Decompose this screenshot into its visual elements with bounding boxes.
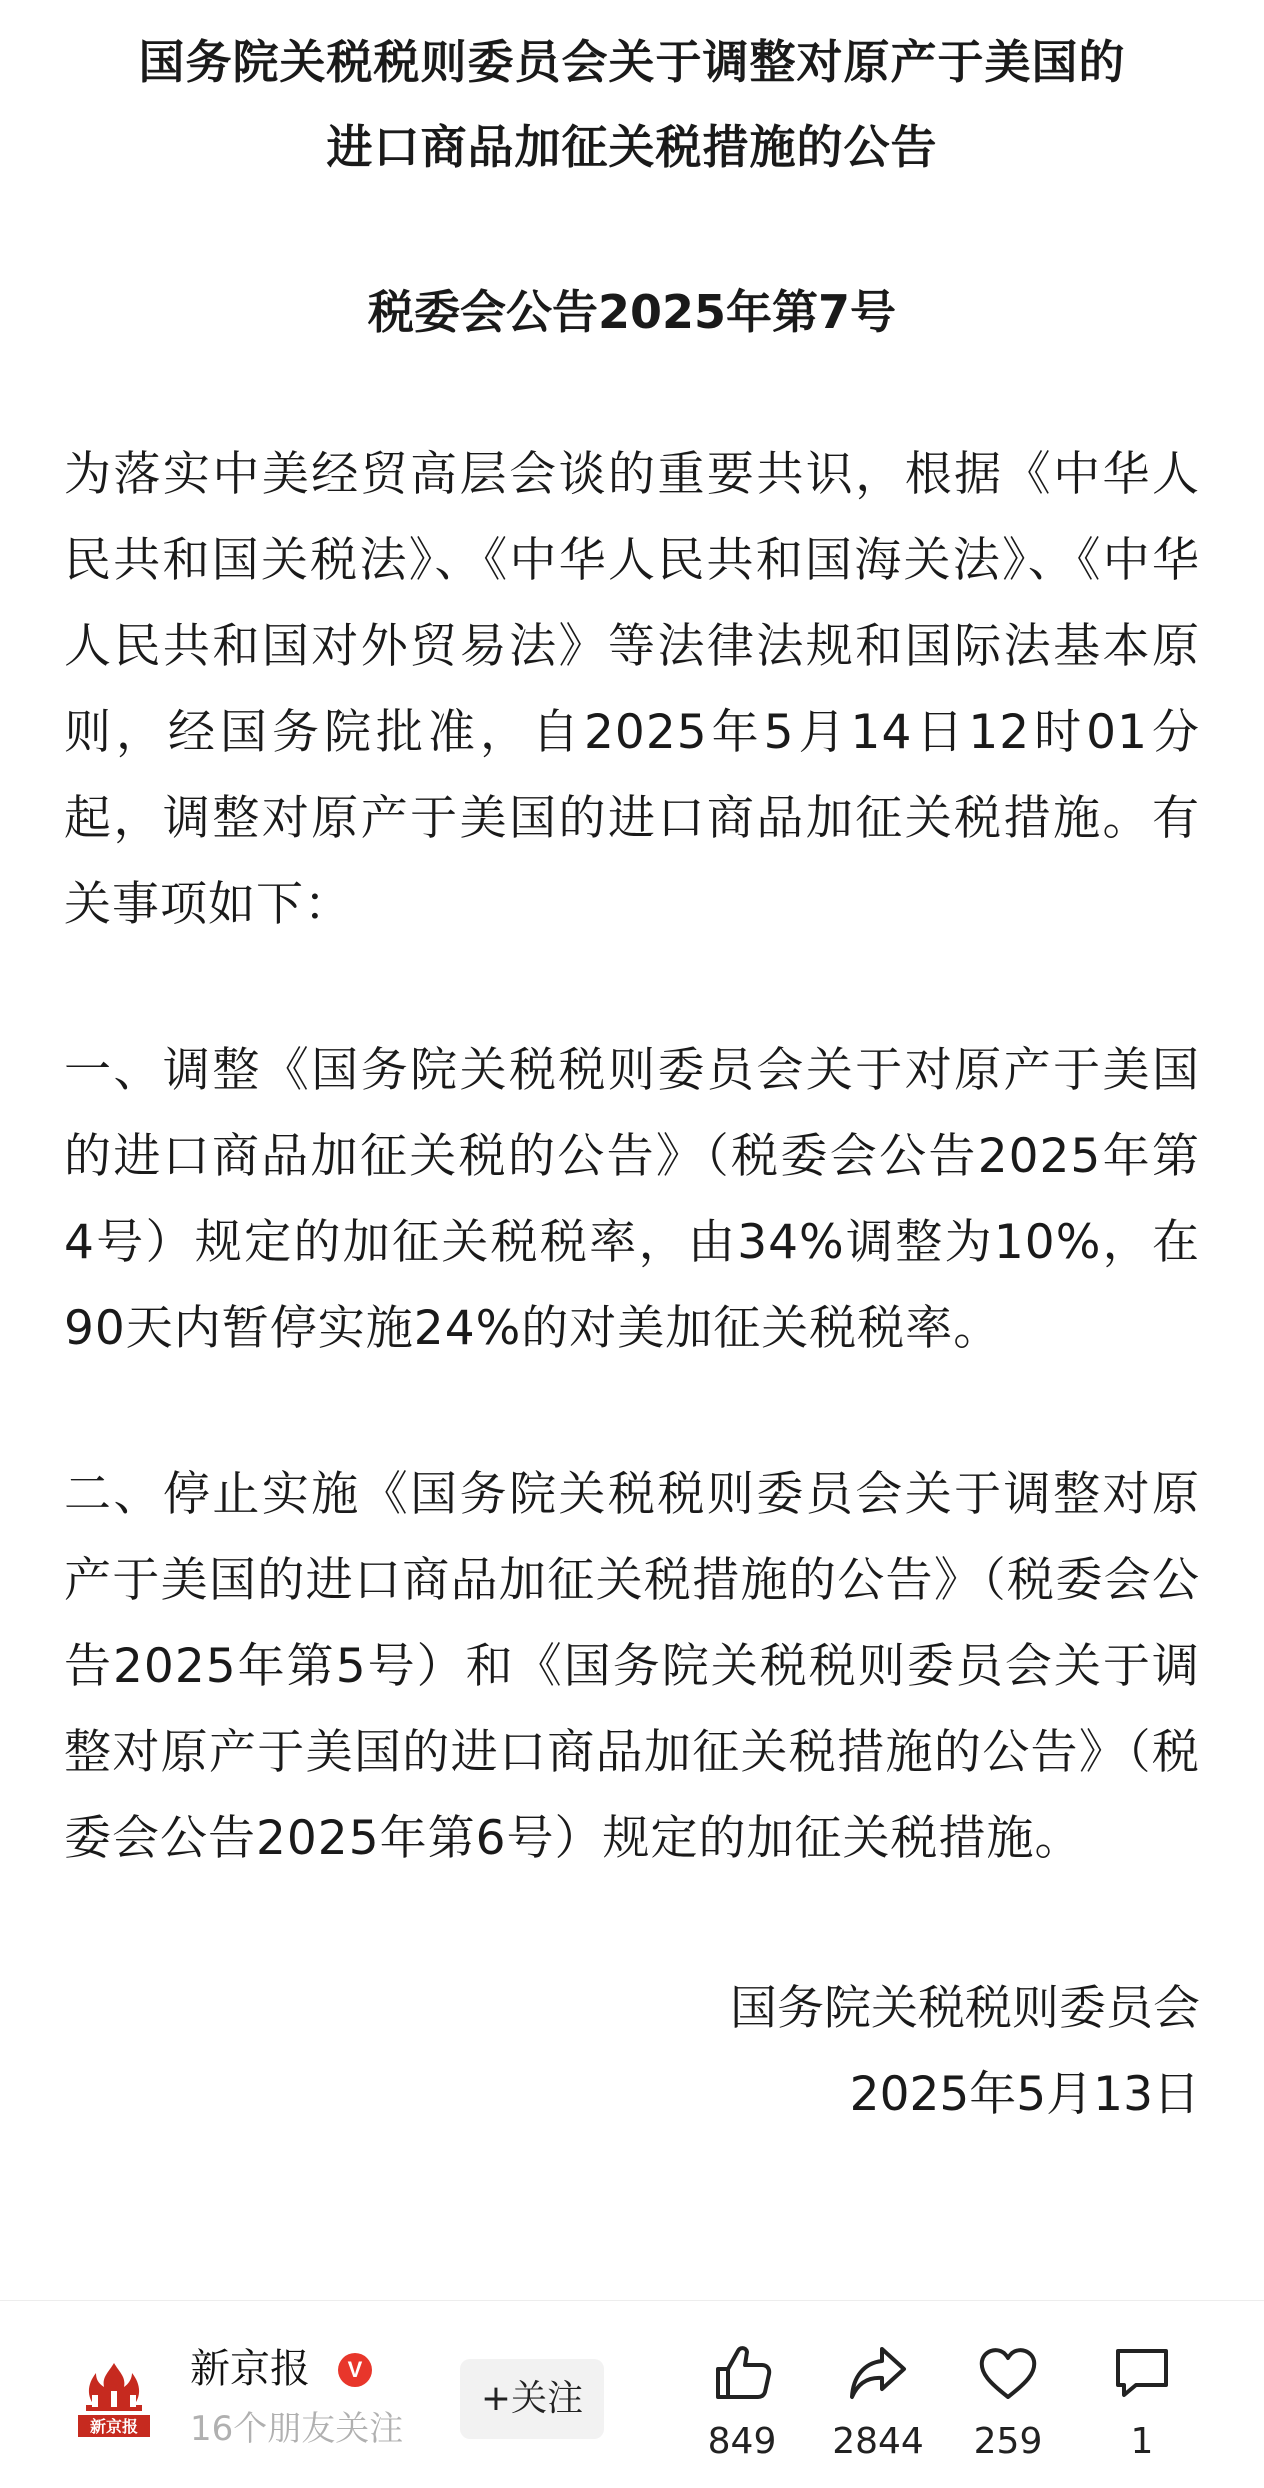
article-title: [64, 20, 1200, 190]
comment-icon: [1110, 2341, 1174, 2405]
paragraph-intro: 为落实中美经贸高层会谈的重要共识，根据《中华人民共和国关税法》、《中华人民共和国海关法》、《中华人民共和国对外贸易法》等法律法规和国际法基本原则，经国务院批准，自2025年5月14日12时01分起，调整对原产于美国的进口商品加征关税措施。有关事项如下：: [64, 447, 1200, 932]
author-name[interactable]: 新京报: [190, 2346, 310, 2392]
paragraph-item-1: 一、调整《国务院关税税则委员会关于对原产于美国的进口商品加征关税的公告》（税委会公告2025年第4号）规定的加征关税税率，由34%调整为10%，在90天内暂停实施24%的对美加征关税税率。: [64, 1043, 1200, 1356]
share-icon: [846, 2341, 910, 2405]
share-button[interactable]: [808, 2341, 948, 2467]
article: [64, 0, 1200, 2138]
favorite-button[interactable]: [938, 2341, 1078, 2467]
like-button[interactable]: [672, 2341, 812, 2467]
signature-org: 国务院关税税则委员会: [730, 1981, 1200, 2036]
verified-badge: V: [338, 2353, 372, 2387]
share-count: 2844: [832, 2421, 924, 2462]
paragraph-item-2: 二、停止实施《国务院关税税则委员会关于调整对原产于美国的进口商品加征关税措施的公告》（税委会公告2025年第5号）和《国务院关税税则委员会关于调整对原产于美国的进口商品加征关税措施的公告》（税委会公告2025年第6号）规定的加征关税措施。: [64, 1467, 1200, 1866]
follow-button[interactable]: +关注: [460, 2359, 604, 2439]
title-line-2: 进口商品加征关税措施的公告: [326, 120, 938, 174]
bottom-action-bar: [0, 2300, 1264, 2488]
thumbs-up-icon: [710, 2341, 774, 2405]
friends-following-count: 16个朋友关注: [190, 2409, 404, 2449]
title-line-1: 国务院关税税则委员会关于调整对原产于美国的: [138, 35, 1126, 89]
heart-icon: [976, 2341, 1040, 2405]
comment-count: 1: [1130, 2421, 1154, 2462]
favorite-count: 259: [973, 2421, 1043, 2462]
logo-text: 新京报: [89, 2417, 138, 2436]
signature-date: 2025年5月13日: [849, 2067, 1200, 2122]
comment-button[interactable]: [1072, 2341, 1212, 2467]
notice-number: 税委会公告2025年第7号: [367, 285, 897, 339]
like-count: 849: [707, 2421, 777, 2462]
author-logo[interactable]: [68, 2361, 160, 2439]
